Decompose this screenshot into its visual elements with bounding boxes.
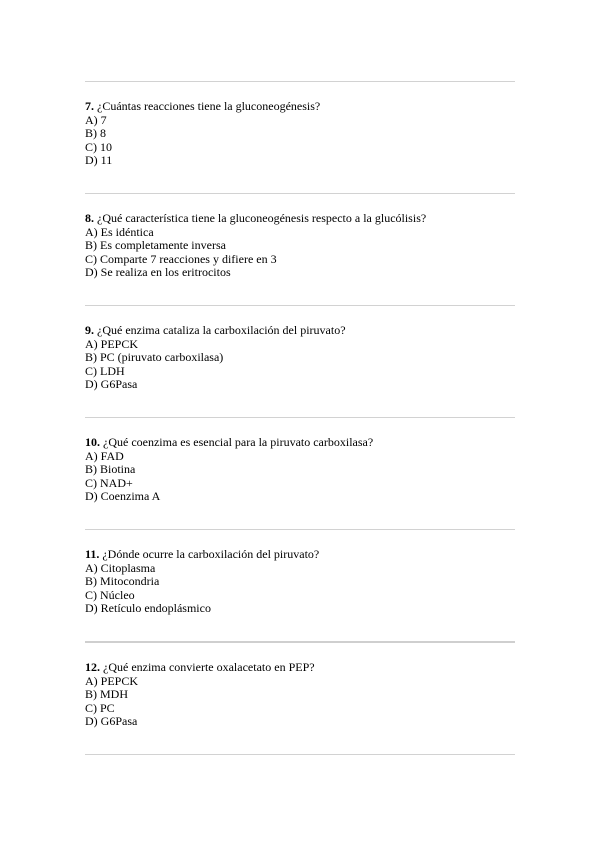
question-line [85,100,515,114]
option-d: D) Se realiza en los eritrocitos [85,265,231,280]
document-page [85,81,515,755]
question-text: ¿Qué característica tiene la gluconeogénesis respecto a la glucólisis? [97,211,427,225]
question-9 [85,306,515,417]
question-number: 12. [85,660,100,674]
question-line [85,212,515,226]
question-number: 9. [85,323,94,337]
question-12 [85,643,515,754]
option-c: C) 10 [85,139,112,154]
option-b: B) PC (piruvato carboxilasa) [85,350,224,365]
option-d: D) Retículo endoplásmico [85,601,211,616]
question-number: 8. [85,211,94,225]
option-d: D) Coenzima A [85,489,161,504]
option-b: B) Biotina [85,462,136,477]
question-text: ¿Cuántas reacciones tiene la gluconeogénesis? [97,99,321,113]
question-number: 7. [85,99,94,113]
option-c: C) Núcleo [85,587,135,602]
option-c: C) Comparte 7 reacciones y difiere en 3 [85,251,277,266]
question-number: 11. [85,547,100,561]
question-text: ¿Qué enzima cataliza la carboxilación del piruvato? [97,323,346,337]
option-c: C) LDH [85,363,125,378]
option-a: A) PEPCK [85,673,139,688]
question-line [85,661,515,675]
option-b: B) Mitocondria [85,574,160,589]
question-7 [85,82,515,193]
question-line [85,436,515,450]
option-d: D) 11 [85,153,113,168]
option-b: B) MDH [85,687,129,702]
option-c: C) PC [85,700,115,715]
question-text: ¿Dónde ocurre la carboxilación del piruvato? [102,547,320,561]
option-a: A) Es idéntica [85,224,154,239]
question-number: 10. [85,435,100,449]
question-8 [85,194,515,305]
question-line [85,548,515,562]
option-d: D) G6Pasa [85,714,138,729]
option-a: A) FAD [85,448,124,463]
question-text: ¿Qué enzima convierte oxalacetato en PEP? [103,660,315,674]
option-c: C) NAD+ [85,475,133,490]
option-a: A) PEPCK [85,336,139,351]
option-b: B) Es completamente inversa [85,238,226,253]
question-text: ¿Qué coenzima es esencial para la piruvato carboxilasa? [103,435,374,449]
divider [85,754,515,755]
question-10 [85,418,515,529]
option-a: A) 7 [85,112,107,127]
option-d: D) G6Pasa [85,377,138,392]
question-line [85,324,515,338]
option-b: B) 8 [85,126,106,141]
question-11 [85,530,515,641]
option-a: A) Citoplasma [85,560,156,575]
